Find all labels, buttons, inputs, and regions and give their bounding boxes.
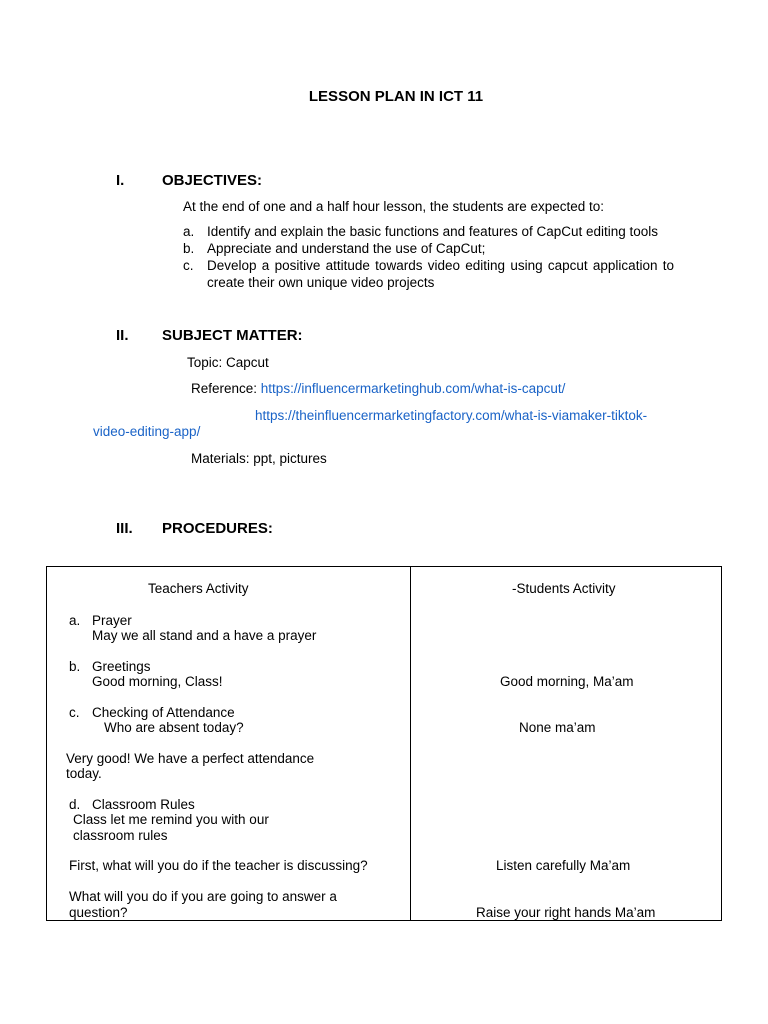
attendance-response: None ma’am [519,720,596,735]
topic-line: Topic: Capcut [187,355,269,370]
second-question-line-1: What will you do if you are going to answer a [69,889,337,904]
section-title-procedures: PROCEDURES: [162,520,273,537]
first-question: First, what will you do if the teacher is discussing? [69,858,368,873]
second-question-line-2: question? [69,905,128,920]
procedures-table [46,566,722,921]
second-response: Raise your right hands Ma’am [476,905,656,920]
objective-letter: b. [183,241,195,256]
rules-line-2: classroom rules [73,828,168,843]
prayer-letter: a. [69,613,81,628]
objective-item [183,257,674,291]
rules-line-1: Class let me remind you with our [73,812,269,827]
greetings-letter: b. [69,659,81,674]
section-number-procedures: III. [116,520,133,537]
rules-title: Classroom Rules [92,797,195,812]
teacher-activity-cell [47,567,411,921]
objective-text: Identify and explain the basic functions and features of CapCut editing tools [207,224,659,239]
greetings-text: Good morning, Class! [92,674,223,689]
reference-link-2-part1[interactable]: https://theinfluencermarketingfactory.com/what-is-viamaker-tiktok- [255,408,648,423]
student-activity-header: -Students Activity [512,581,616,596]
prayer-text: May we all stand and a have a prayer [92,628,317,643]
section-number-objectives: I. [116,172,125,189]
reference-link-2-part2[interactable]: video-editing-app/ [93,424,201,439]
reference-label: Reference: [191,381,261,396]
attendance-letter: c. [69,705,80,720]
reference-link-1[interactable]: https://influencermarketinghub.com/what-is-capcut/ [260,381,566,396]
objectives-list [183,223,674,291]
very-good-line-2: today. [66,766,102,781]
objective-letter: c. [183,258,194,273]
materials-line: Materials: ppt, pictures [191,451,327,466]
greetings-response: Good morning, Ma’am [500,674,634,689]
teacher-activity-header: Teachers Activity [148,581,249,596]
section-title-subject-matter: SUBJECT MATTER: [162,327,303,344]
attendance-text: Who are absent today? [104,720,244,735]
very-good-line-1: Very good! We have a perfect attendance [66,751,315,766]
section-title-objectives: OBJECTIVES: [162,172,263,189]
first-response: Listen carefully Ma’am [496,858,631,873]
greetings-title: Greetings [92,659,151,674]
objective-text: Develop a positive attitude towards video editing using capcut application to create their own unique video projects [207,258,674,290]
page-title: LESSON PLAN IN ICT 11 [308,88,484,105]
student-activity-cell [411,567,722,921]
section-number-subject-matter: II. [116,327,129,344]
reference-line [191,381,565,396]
objectives-intro: At the end of one and a half hour lesson, the students are expected to: [183,199,605,214]
objective-letter: a. [183,224,195,239]
objective-text: Appreciate and understand the use of CapCut; [207,241,486,256]
attendance-title: Checking of Attendance [92,705,235,720]
objective-item [183,223,674,240]
prayer-title: Prayer [92,613,132,628]
objective-item [183,240,674,257]
rules-letter: d. [69,797,81,812]
